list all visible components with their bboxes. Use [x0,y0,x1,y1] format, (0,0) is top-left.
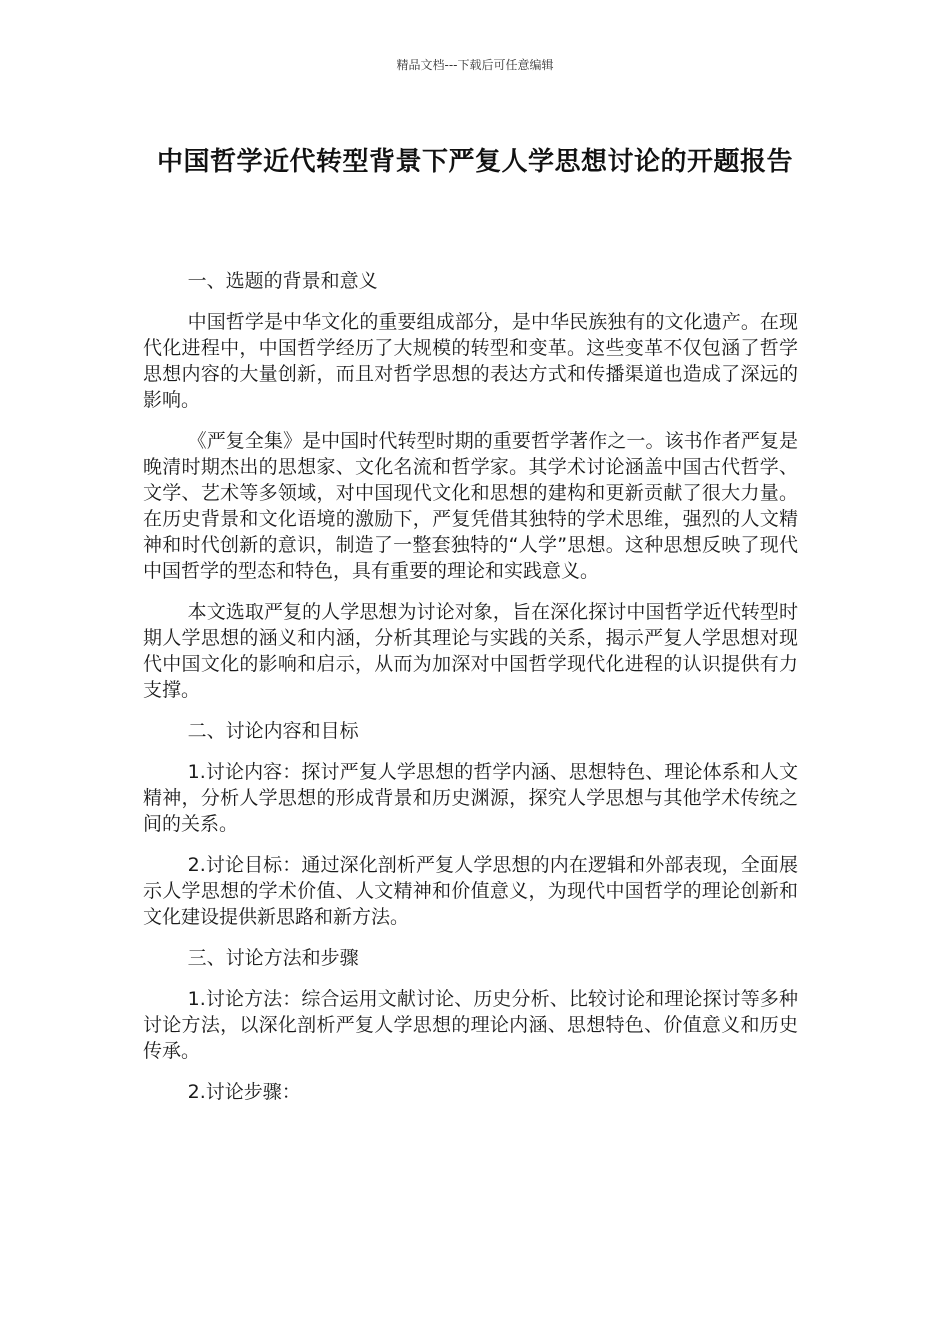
paragraph-background-1: 中国哲学是中华文化的重要组成部分，是中华民族独有的文化遗产。在现代化进程中，中国哲学经历了大规模的转型和变革。这些变革不仅包涵了哲学思想内容的大量创新，而且对哲学思想的表达方式和传播渠道也造成了深远的影响。 [143,311,798,411]
paragraph-background-2: 《严复全集》是中国时代转型时期的重要哲学著作之一。该书作者严复是晚清时期杰出的思想家、文化名流和哲学家。其学术讨论涵盖中国古代哲学、文学、艺术等多领域，对中国现代文化和思想的建构和更新贡献了很大力量。在历史背景和文化语境的激励下，严复凭借其独特的学术思维，强烈的人文精神和时代创新的意识，制造了一整套独特的“人学”思想。这种思想反映了现代中国哲学的型态和特色，具有重要的理论和实践意义。 [143,430,798,582]
paragraph-methods: 1.讨论方法：综合运用文献讨论、历史分析、比较讨论和理论探讨等多种讨论方法，以深化剖析严复人学思想的理论内涵、思想特色、价值意义和历史传承。 [143,988,798,1062]
header-note: 精品文档---下载后可任意编辑 [396,58,554,72]
paragraph-content: 1.讨论内容：探讨严复人学思想的哲学内涵、思想特色、理论体系和人文精神，分析人学思想的形成背景和历史渊源，探究人学思想与其他学术传统之间的关系。 [143,761,798,835]
document-title: 中国哲学近代转型背景下严复人学思想讨论的开题报告 [156,147,793,177]
paragraph-background-3: 本文选取严复的人学思想为讨论对象，旨在深化探讨中国哲学近代转型时期人学思想的涵义和内涵，分析其理论与实践的关系，揭示严复人学思想对现代中国文化的影响和启示，从而为加深对中国哲学现代化进程的认识提供有力支撑。 [143,601,798,701]
document-body [143,268,798,1120]
section-heading-content-goals: 二、讨论内容和目标 [187,720,359,742]
paragraph-steps: 2.讨论步骤： [187,1081,301,1103]
section-heading-background: 一、选题的背景和意义 [187,270,378,292]
section-heading-methods-steps: 三、讨论方法和步骤 [187,947,359,969]
paragraph-goals: 2.讨论目标：通过深化剖析严复人学思想的内在逻辑和外部表现，全面展示人学思想的学术价值、人文精神和价值意义，为现代中国哲学的理论创新和文化建设提供新思路和新方法。 [143,854,798,928]
